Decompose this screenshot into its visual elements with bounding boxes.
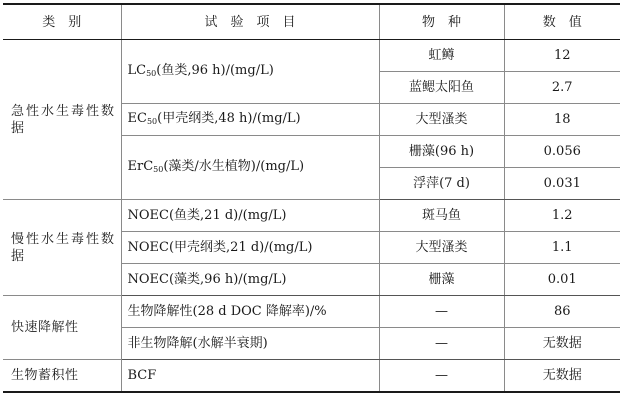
item-ec50 (121, 104, 379, 136)
value-cell: 无数据 (504, 328, 620, 360)
species-cell: 栅藻(96 h) (379, 136, 504, 168)
ec50-prefix: EC (127, 110, 147, 126)
header-category: 类 别 (3, 4, 121, 40)
category-degradation: 快速降解性 (3, 296, 121, 360)
lc50-suffix: (鱼类,96 h)/(mg/L) (156, 62, 274, 78)
category-chronic: 慢性水生毒性数据 (3, 200, 121, 296)
lc50-sub: 50 (146, 68, 157, 78)
species-cell: — (379, 328, 504, 360)
header-row (3, 4, 620, 40)
value-cell: 1.2 (504, 200, 620, 232)
erc50-prefix: ErC (127, 158, 154, 174)
table-row (3, 200, 620, 232)
species-cell: 浮萍(7 d) (379, 168, 504, 200)
erc50-sub: 50 (153, 164, 164, 174)
table-row (3, 360, 620, 393)
value-cell: 1.1 (504, 232, 620, 264)
item-biodegradation: 生物降解性(28 d DOC 降解率)/% (121, 296, 379, 328)
item-noec-algae: NOEC(藻类,96 h)/(mg/L) (121, 264, 379, 296)
value-cell: 18 (504, 104, 620, 136)
species-cell: — (379, 296, 504, 328)
category-acute: 急性水生毒性数据 (3, 40, 121, 200)
species-cell: 栅藻 (379, 264, 504, 296)
header-value: 数 值 (504, 4, 620, 40)
item-noec-fish: NOEC(鱼类,21 d)/(mg/L) (121, 200, 379, 232)
species-cell: 大型溞类 (379, 232, 504, 264)
item-bcf: BCF (121, 360, 379, 393)
item-abiotic-degradation: 非生物降解(水解半衰期) (121, 328, 379, 360)
lc50-prefix: LC (127, 62, 147, 78)
item-erc50 (121, 136, 379, 200)
species-cell: 斑马鱼 (379, 200, 504, 232)
table-row (3, 296, 620, 328)
item-lc50 (121, 40, 379, 104)
value-cell: 0.031 (504, 168, 620, 200)
item-noec-crustacea: NOEC(甲壳纲类,21 d)/(mg/L) (121, 232, 379, 264)
species-cell: 蓝鳃太阳鱼 (379, 72, 504, 104)
value-cell: 2.7 (504, 72, 620, 104)
ecotoxicity-table (3, 3, 620, 393)
table-row (3, 40, 620, 72)
value-cell: 86 (504, 296, 620, 328)
value-cell: 12 (504, 40, 620, 72)
header-item: 试 验 项 目 (121, 4, 379, 40)
value-cell: 0.056 (504, 136, 620, 168)
header-species: 物 种 (379, 4, 504, 40)
ec50-sub: 50 (146, 116, 158, 126)
ec50-suffix: (甲壳纲类,48 h)/(mg/L) (157, 110, 301, 126)
value-cell: 无数据 (504, 360, 620, 393)
category-bioaccumulation: 生物蓄积性 (3, 360, 121, 393)
species-cell: 虹鳟 (379, 40, 504, 72)
erc50-suffix: (藻类/水生植物)/(mg/L) (163, 158, 305, 174)
value-cell: 0.01 (504, 264, 620, 296)
species-cell: 大型溞类 (379, 104, 504, 136)
species-cell: — (379, 360, 504, 393)
